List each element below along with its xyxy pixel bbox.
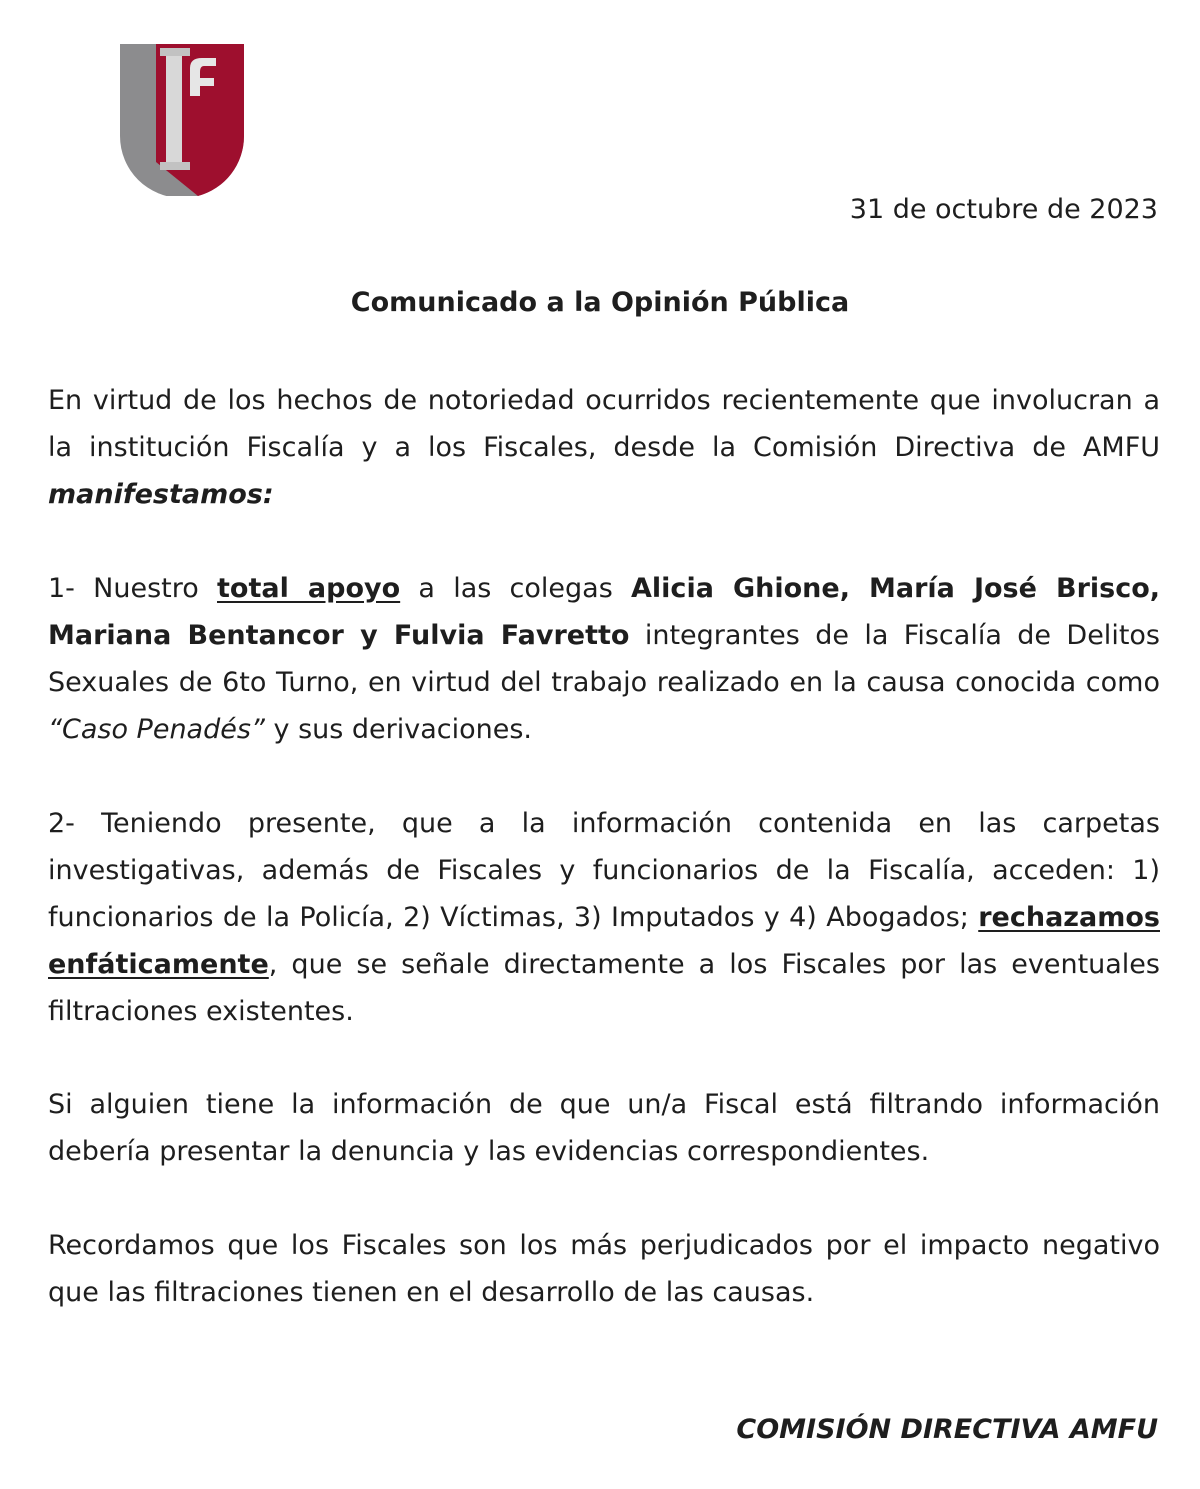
point-two-emphasis: rechazamos enfáticamente [48, 902, 1160, 980]
paragraph-four: Recordamos que los Fiscales son los más perjudicados por el impacto negativo que las filtraciones tienen en el desarrollo de las causas. [48, 1230, 1160, 1308]
document-date: 31 de octubre de 2023 [849, 194, 1158, 225]
intro-emphasis: manifestamos: [48, 479, 274, 510]
point-one-ending: y sus derivaciones. [264, 714, 533, 745]
point-one-mid: a las colegas [400, 573, 632, 604]
point-one-paragraph [48, 565, 1160, 753]
point-one-after-names: integrantes de la Fiscalía de Delitos Sexuales de 6to Turno, en virtud del trabajo realizado en la causa conocida como [48, 620, 1160, 698]
signature: COMISIÓN DIRECTIVA AMFU [736, 1414, 1158, 1445]
logo-column-capital [160, 48, 190, 56]
point-one-names: Alicia Ghione, María José Brisco, Mariana Bentancor y Fulvia Favretto [48, 573, 1161, 651]
intro-paragraph [48, 377, 1160, 518]
amfu-logo [120, 44, 244, 196]
point-one-support: total apoyo [217, 573, 401, 604]
point-two-text: 2- Teniendo presente, que a la información contenida en las carpetas investigativas, además de Fiscales y funcionarios de la Fiscalía, acceden: 1) funcionarios de la Policía, 2) Víctimas, 3) Imputados y 4) Abogados; [48, 808, 1160, 933]
paragraph-three: Si alguien tiene la información de que un/a Fiscal está filtrando información debería presentar la denuncia y las evidencias correspondientes. [48, 1089, 1160, 1167]
logo-column-base [160, 162, 190, 170]
point-two-paragraph [48, 800, 1160, 1035]
point-one-prefix: 1- Nuestro [48, 573, 218, 604]
point-one-case-name: “Caso Penadés” [48, 714, 265, 745]
logo-column [166, 50, 182, 168]
point-two-ending: , que se señale directamente a los Fiscales por las eventuales filtraciones existentes. [48, 949, 1160, 1027]
intro-text: En virtud de los hechos de notoriedad ocurridos recientemente que involucran a la institución Fiscalía y a los Fiscales, desde la Comisión Directiva de AMFU [48, 385, 1160, 463]
document-title: Comunicado a la Opinión Pública [350, 287, 850, 318]
